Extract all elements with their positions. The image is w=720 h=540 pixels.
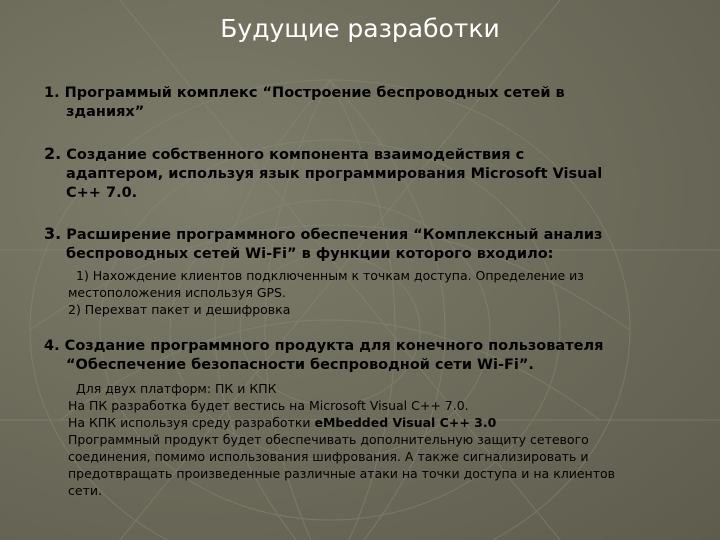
list-item-3-subitems [68,267,688,318]
subitem-bold-text: eMbedded Visual C++ 3.0 [314,415,497,430]
subitem-line: Для двух платформ: ПК и КПК [76,381,277,396]
item-text-line: Расширение программного обеспечения “Комплексный анализ [66,227,603,243]
subitem-text: На КПК используя среду разработки [68,415,311,430]
item-text-line: беспроводных сетей Wi-Fi” в функции которого входило: [66,246,554,262]
item-number: 1. [44,85,60,101]
subitem-line: местоположения используя GPS. [68,285,286,300]
list-item-4-subitems [68,380,688,499]
item-number: 2. [44,144,62,163]
item-text-line: C++ 7.0. [66,185,138,201]
list-item-1 [44,84,684,122]
list-item-3 [44,224,684,264]
subitem-line: 1) Нахождение клиентов подключенным к точкам доступа. Определение из [76,268,584,283]
subitem-line: Программный продукт будет обеспечивать дополнительную защиту сетевого [68,432,589,447]
item-text-line: адаптером, используя язык программирования Microsoft Visual [66,166,603,182]
item-number: 4. [44,338,60,354]
item-text-line: зданиях” [66,104,145,120]
item-text-line: “Обеспечение безопасности беспроводной сети Wi-Fi”. [66,357,534,373]
subitem-line: На ПК разработка будет вестись на Microsoft Visual C++ 7.0. [68,398,469,413]
subitem-line: соединения, помимо использования шифрования. А также сигнализировать и [68,449,589,464]
item-text-line: Создание программного продукта для конечного пользователя [64,338,604,354]
slide-title: Будущие разработки [220,14,500,43]
subitem-line [68,414,688,431]
list-item-2 [44,144,684,203]
subitem-line: предотвращать произведенные различные атаки на точки доступа и на клиентов [68,466,616,481]
item-number: 3. [44,224,62,243]
subitem-line: сети. [68,483,102,498]
list-item-4 [44,337,684,375]
item-text-line: Создание собственного компонента взаимодействия с [66,147,525,163]
item-text-line: Программый комплекс “Построение беспроводных сетей в [64,85,565,101]
subitem-line: 2) Перехват пакет и дешифровка [68,302,291,317]
